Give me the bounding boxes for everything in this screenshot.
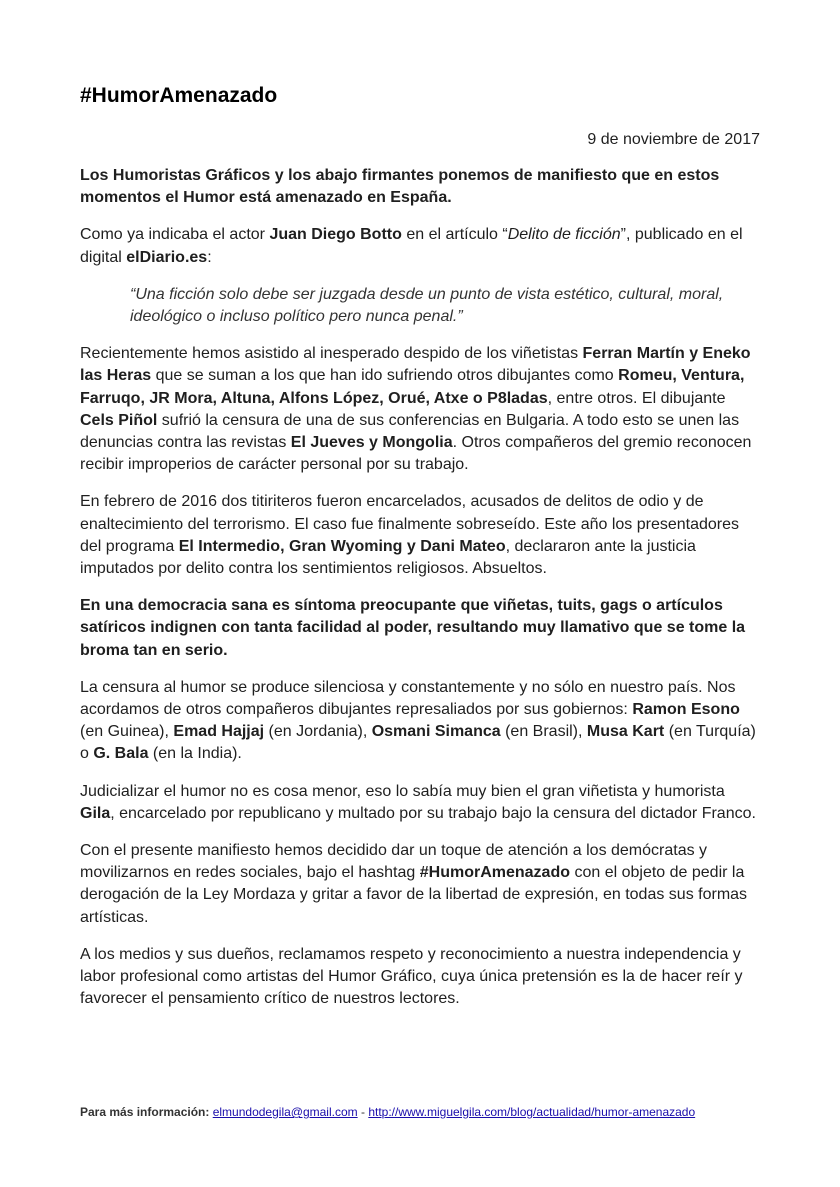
text-run: sufrió la censura de una de sus conferencias en Bulgaria. A todo esto se unen las denuncias contra las revistas (80, 411, 740, 452)
text-run: (en Jordania), (264, 723, 372, 741)
document-date: 9 de noviembre de 2017 (587, 131, 760, 148)
paragraph-botto (80, 224, 760, 268)
document-title: #HumorAmenazado (80, 84, 278, 107)
paragraph-democracia: En una democracia sana es síntoma preocupante que viñetas, tuits, gags o artículos satíricos indignen con tanta facilidad al poder, resultando muy llamativo que se tome la broma tan en serio. (80, 597, 746, 659)
bold-run: Romeu, Ventura, Farruqo, JR Mora, Altuna, Alfons López, Orué, Atxe o P8ladas (80, 367, 745, 407)
bold-run: Osmani Simanca (371, 723, 501, 741)
footer-info (80, 1105, 760, 1119)
paragraph-manifiesto (80, 840, 760, 929)
footer-separator: - (357, 1105, 369, 1119)
intro-paragraph: Los Humoristas Gráficos y los abajo firmantes ponemos de manifiesto que en estos momentos el Humor está amenazado en España. (80, 167, 720, 207)
text-run: , entre otros. El dibujante (547, 389, 726, 407)
email-link[interactable]: elmundodegila@gmail.com (212, 1105, 358, 1119)
bold-run: Musa Kart (586, 723, 665, 741)
text-run: . Otros compañeros del gremio reconocen recibir improperios de carácter personal por su trabajo. (80, 434, 752, 474)
paragraph-gila (80, 781, 760, 825)
text-run: : (207, 248, 212, 266)
paragraph-despidos (80, 343, 760, 476)
text-run: En febrero de 2016 dos titiriteros fueron encarcelados, acusados de delitos de odio y de enaltecimiento del terrorismo. El caso fue finalmente sobreseído. Este año los presentadores del programa (80, 493, 740, 555)
bold-run: #HumorAmenazado (419, 864, 570, 882)
quote-block: “Una ficción solo debe ser juzgada desde un punto de vista estético, cultural, moral, ideológico o incluso político pero nunca penal.” (130, 285, 724, 326)
text-run: en el artículo “ (401, 226, 508, 244)
italic-run: Delito de ficción (507, 226, 621, 244)
text-run: Con el presente manifiesto hemos decidido dar un toque de atención a los demócratas y movilizarnos en redes sociales, bajo el hashtag (80, 842, 708, 882)
text-run: Como ya indicaba el actor (80, 226, 270, 244)
text-run: que se suman a los que han ido sufriendo otros dibujantes como (151, 367, 619, 385)
text-run: , encarcelado por republicano y multado por su trabajo bajo la censura del dictador Franco. (110, 804, 756, 822)
text-run: La censura al humor se produce silenciosa y constantemente y no sólo en nuestro país. Nos acordamos de otros compañeros dibujantes represaliados por sus gobiernos: (80, 678, 736, 719)
text-run: (en Turquía) o (80, 723, 756, 763)
bold-run: El Jueves y Mongolia (290, 434, 453, 452)
bold-run: G. Bala (93, 745, 149, 763)
text-run: con el objeto de pedir la derogación de la Ley Mordaza y gritar a favor de la libertad de expresión, en todas sus formas artísticas. (80, 864, 748, 926)
bold-run: Cels Piñol (80, 411, 158, 429)
bold-run: Ferran Martín y Eneko las Heras (80, 345, 751, 385)
bold-run: Gila (80, 804, 111, 822)
footer-label: Para más información: (80, 1105, 210, 1119)
url-link[interactable]: http://www.miguelgila.com/blog/actualidad/humor-amenazado (368, 1105, 696, 1119)
paragraph-titiriteros (80, 491, 760, 580)
text-run: Recientemente hemos asistido al inesperado despido de los viñetistas (80, 345, 583, 363)
paragraph-medios: A los medios y sus dueños, reclamamos respeto y reconocimiento a nuestra independencia y labor profesional como artistas del Humor Gráfico, cuya única pretensión es la de hacer reír y favorecer el pensamiento crítico de nuestros lectores. (80, 945, 743, 1008)
text-run: Judicializar el humor no es cosa menor, eso lo sabía muy bien el gran viñetista y humorista (80, 782, 725, 800)
bold-run: El Intermedio, Gran Wyoming y Dani Mateo (178, 537, 506, 555)
bold-run: Juan Diego Botto (269, 226, 402, 244)
bold-run: Emad Hajjaj (173, 723, 265, 741)
text-run: , declararon ante la justicia imputados por delito contra los sentimientos religiosos. Absueltos. (80, 537, 696, 578)
bold-run: elDiario.es (126, 248, 208, 266)
text-run: (en la India). (148, 745, 242, 763)
text-run: ”, publicado en el digital (80, 226, 743, 266)
text-run: (en Brasil), (500, 723, 587, 741)
bold-run: Ramon Esono (632, 701, 740, 719)
document-body (80, 165, 760, 1026)
paragraph-censura (80, 677, 760, 766)
text-run: (en Guinea), (80, 723, 174, 741)
